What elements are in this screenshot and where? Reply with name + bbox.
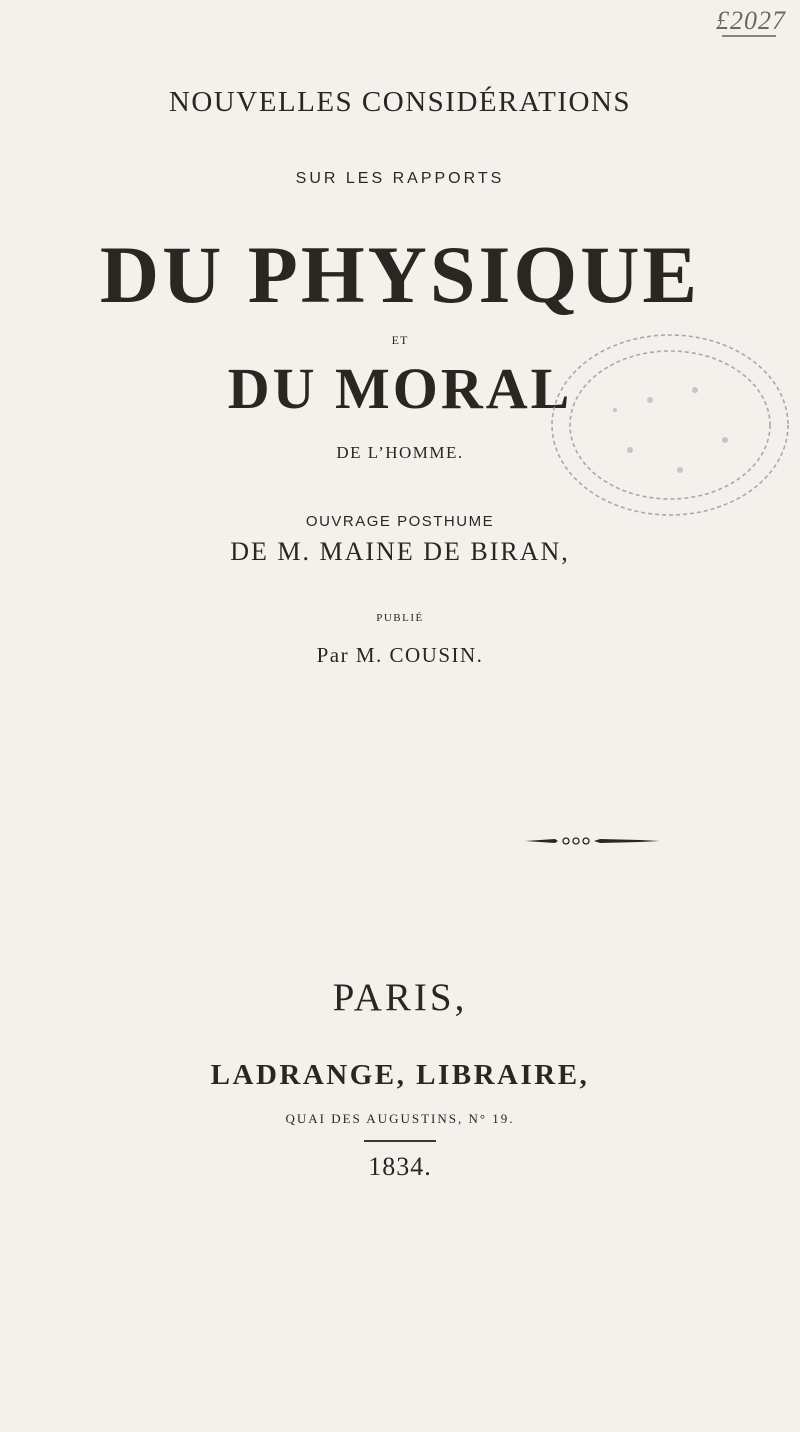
imprint-publisher: LADRANGE, LIBRAIRE, bbox=[210, 1059, 590, 1091]
title-line-du-physique: DU PHYSIQUE bbox=[99, 229, 701, 320]
year-divider bbox=[364, 1140, 436, 1142]
work-description: OUVRAGE POSTHUME bbox=[305, 513, 495, 530]
title-line-sur-les-rapports: SUR LES RAPPORTS bbox=[295, 170, 505, 187]
imprint-address: QUAI DES AUGUSTINS, N° 19. bbox=[285, 1111, 515, 1126]
shelfmark-underline bbox=[722, 35, 776, 37]
title-line-et: ET bbox=[391, 333, 409, 347]
title-line-du-moral: DU MORAL bbox=[227, 356, 573, 421]
library-stamp-icon bbox=[520, 330, 790, 530]
imprint-city: PARIS, bbox=[332, 976, 468, 1019]
title-line-nouvelles: NOUVELLES CONSIDÉRATIONS bbox=[168, 86, 632, 118]
shelfmark-annotation: £2027 bbox=[716, 6, 786, 35]
author-line: DE M. MAINE DE BIRAN, bbox=[230, 537, 570, 566]
editor-line: Par M. COUSIN. bbox=[316, 643, 484, 667]
ornament-divider-icon bbox=[500, 836, 800, 846]
imprint-year: 1834. bbox=[368, 1152, 432, 1181]
title-line-de-l-homme: DE L’HOMME. bbox=[336, 443, 464, 462]
publie-label: PUBLIÉ bbox=[376, 612, 424, 624]
